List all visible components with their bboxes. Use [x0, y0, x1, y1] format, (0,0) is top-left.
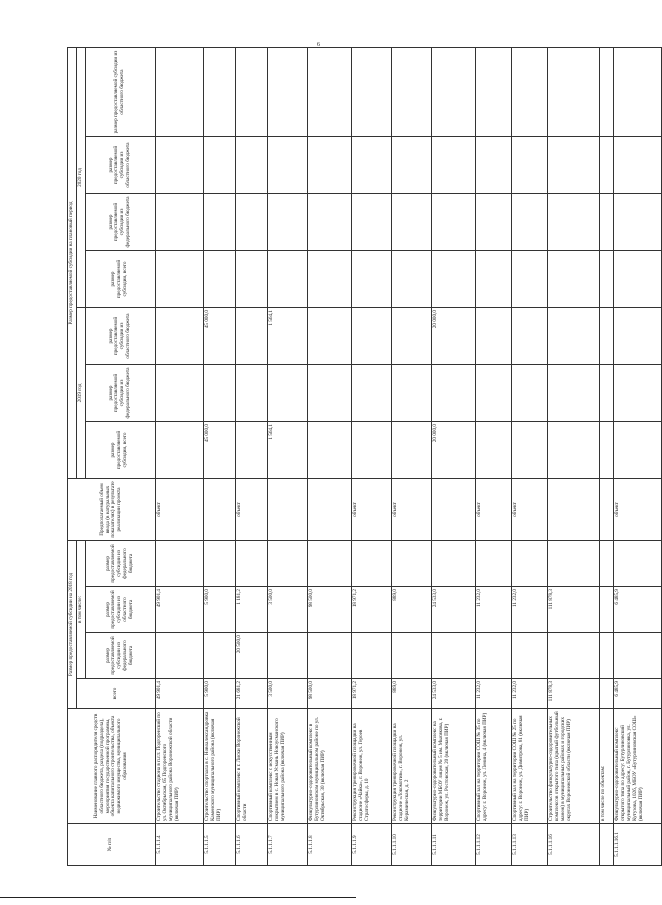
row-2020-obl: [267, 137, 307, 194]
header-2020-total: размер предоставляемой субсидии, всего: [85, 251, 155, 308]
row-capacity: [307, 479, 351, 541]
row-mun: [203, 541, 235, 587]
row-2020-fed: [307, 194, 351, 251]
row-fed: [547, 633, 599, 679]
row-2020-total: [307, 251, 351, 308]
row-fed: [599, 633, 613, 679]
row-2019-obl: [547, 308, 599, 365]
row-2020-total: [351, 251, 391, 308]
row-fed: 20 500,0: [235, 633, 267, 679]
row-2019-fed: [351, 365, 391, 422]
header-incl: в том числе:: [76, 541, 85, 679]
row-total: 98 500,0: [307, 679, 351, 709]
row-2019-fed: [155, 365, 203, 422]
row-2019-total: [391, 422, 431, 479]
row-name: Спортивный комплекс с искусственным покрытием в с. Новая Усмань Новоусманского муниципального района (включая ПИР): [267, 709, 307, 824]
header-obl: размер предоставляемой субсидии из областного бюджета: [85, 587, 155, 633]
row-2020-fed: [613, 194, 661, 251]
row-2020-extra: [155, 48, 203, 137]
row-total: 49 901,4: [155, 679, 203, 709]
row-2019-obl: [307, 308, 351, 365]
row-mun: [431, 541, 475, 587]
row-2019-total: [511, 422, 547, 479]
row-2020-total: [475, 251, 511, 308]
row-capacity: [203, 479, 235, 541]
row-name: Строительство стадиона в п.г.т. Подгоренский по ул. Октябрьская, 65 Подгоренского муниципального района Воронежской области (включая ПИР): [155, 709, 203, 824]
table-row: [267, 48, 307, 866]
row-2019-obl: [351, 308, 391, 365]
row-2019-total: 20 000,0: [431, 422, 475, 479]
row-total: 18 971,2: [351, 679, 391, 709]
table-row: [599, 48, 613, 866]
row-2020-extra: [599, 48, 613, 137]
row-2020-extra: [307, 48, 351, 137]
row-capacity: [267, 479, 307, 541]
row-fed: [267, 633, 307, 679]
row-2020-obl: [547, 137, 599, 194]
row-2020-total: [391, 251, 431, 308]
table-row: [351, 48, 391, 866]
row-2020-extra: [613, 48, 661, 137]
row-2019-obl: [391, 308, 431, 365]
row-2020-fed: [155, 194, 203, 251]
row-2020-obl: [511, 137, 547, 194]
row-obl: [599, 587, 613, 633]
row-2020-obl: [155, 137, 203, 194]
page-mark: 6: [317, 42, 320, 48]
row-2019-fed: [599, 365, 613, 422]
row-2019-fed: [475, 365, 511, 422]
row-code: 5.1.1.1.4: [155, 824, 203, 866]
row-2019-total: 1 564,1: [267, 422, 307, 479]
row-2020-total: [267, 251, 307, 308]
row-2020-total: [155, 251, 203, 308]
row-code: 5.1.1.1.6: [235, 824, 267, 866]
header-no: № п/п: [68, 824, 156, 866]
row-2020-extra: [547, 48, 599, 137]
row-fed: [391, 633, 431, 679]
row-code: 5.1.1.1.10: [391, 824, 431, 866]
row-2020-fed: [547, 194, 599, 251]
row-total: [599, 679, 613, 709]
row-total: 111 878,3: [547, 679, 599, 709]
row-2020-obl: [351, 137, 391, 194]
row-obl: 18 971,2: [351, 587, 391, 633]
row-mun: [599, 541, 613, 587]
row-name: Спортивный зал на территории СОШ № 25 по адресу: г. Воронеж, ул. Димитрова, 81 (включая ПИР): [511, 709, 547, 824]
header-2019: 2019 год: [76, 308, 85, 479]
table-row: [475, 48, 511, 866]
row-mun: [267, 541, 307, 587]
row-2019-fed: [547, 365, 599, 422]
row-fed: [351, 633, 391, 679]
row-obl: 98 500,0: [307, 587, 351, 633]
table-row: [391, 48, 431, 866]
row-code: 5.1.1.1.5: [203, 824, 235, 866]
row-name: Спортивный зал на территории СОШ № 35 по адресу: г. Воронеж, ул. Ленина, 4 (включая ПИР): [475, 709, 511, 824]
row-obl: 5 900,0: [203, 587, 235, 633]
row-code: 5.1.1.1.12: [475, 824, 511, 866]
row-obl: 11 232,0: [511, 587, 547, 633]
header-2020-extra: размер предоставляемой субсидии из областного бюджета: [85, 48, 155, 137]
row-total: 889,0: [391, 679, 431, 709]
row-fed: [307, 633, 351, 679]
header-capacity: Предполагаемый объем ввода (в натуральных показателях) в результате реализации проекта: [68, 479, 156, 541]
bottom-rule: [0, 897, 356, 898]
row-2020-extra: [431, 48, 475, 137]
row-capacity: [599, 479, 613, 541]
row-obl: 24 533,0: [431, 587, 475, 633]
row-2020-extra: [267, 48, 307, 137]
row-capacity: объект: [391, 479, 431, 541]
table-body: [155, 48, 661, 866]
row-2020-fed: [235, 194, 267, 251]
row-2019-fed: [391, 365, 431, 422]
row-2019-obl: [613, 308, 661, 365]
row-name: Физкультурно-оздоровительный комплекс открытого типа по адресу: Бутурлиновский муниципальный район, г. Бутурлиновка, ул. Кутузова, 102б, МБОУ «Бутурлиновская СОШ» (включая ПИР): [613, 709, 661, 824]
header-fed: размер предоставляемой субсидии из федерального бюджета: [85, 633, 155, 679]
row-name: Физкультурно-оздоровительный комплекс в Бутурлиновском муниципальном районе по ул. Октябрьская, 30 (включая ПИР): [307, 709, 351, 824]
row-name: Физкультурно-оздоровительный комплекс на территории МБОУ лицея № 5 им. Мысякова, г. Воронеж, ул. Ростовская, 20 (включая ПИР): [431, 709, 475, 824]
table-row: [307, 48, 351, 866]
row-mun: [475, 541, 511, 587]
row-name: в том числе по объектам:: [599, 709, 613, 824]
row-name: Реконструкция тренировочной площадки на стадионе «Чайка», г. Воронеж, ул. Героев Стратосферы, д. 10: [351, 709, 391, 824]
row-2020-fed: [267, 194, 307, 251]
row-2020-obl: [235, 137, 267, 194]
header-name: Наименование главного распорядителя средств областного бюджета, раздела (подраздела), мероприятия государственной программы, объекта капитального строительства, объекта недвижимого имущества, муниципального образования: [68, 709, 156, 824]
row-total: 24 533,0: [431, 679, 475, 709]
row-mun: [235, 541, 267, 587]
row-total: 6 485,9: [613, 679, 661, 709]
rotated-table-area: [67, 48, 644, 866]
row-capacity: объект: [351, 479, 391, 541]
row-2019-obl: [599, 308, 613, 365]
row-code: 5.1.1.1.8: [307, 824, 351, 866]
row-name: Строительство физкультурно-оздоровительных комплексов открытого типа (крытый футбольный манеж) в муниципальных районах и городских округах Воронежской области (включая ПИР): [547, 709, 599, 824]
row-code: 5.1.1.1.9: [351, 824, 391, 866]
row-2020-extra: [475, 48, 511, 137]
row-2019-fed: [511, 365, 547, 422]
row-2019-total: 45 000,0: [203, 422, 235, 479]
row-fed: [475, 633, 511, 679]
row-name: Спортивный комплекс в г. Лиски Воронежской области: [235, 709, 267, 824]
row-2020-obl: [475, 137, 511, 194]
row-2020-total: [613, 251, 661, 308]
table-row: [431, 48, 475, 866]
header-2020: 2020 год: [76, 48, 85, 308]
header-2019-obl: размер предоставляемой субсидии из областного бюджета: [85, 308, 155, 365]
row-2019-total: [599, 422, 613, 479]
row-fed: [613, 633, 661, 679]
row-2019-fed: [431, 365, 475, 422]
row-2020-fed: [599, 194, 613, 251]
row-obl: 49 901,4: [155, 587, 203, 633]
row-2020-fed: [203, 194, 235, 251]
row-2019-total: [155, 422, 203, 479]
row-2019-obl: 45 000,0: [203, 308, 235, 365]
header-total: всего: [76, 679, 155, 709]
header-2018-group: Размер предоставляемой субсидии на 2018 год: [68, 541, 77, 709]
row-2020-total: [511, 251, 547, 308]
row-obl: 111 878,3: [547, 587, 599, 633]
row-total: 3 500,0: [267, 679, 307, 709]
row-obl: 889,0: [391, 587, 431, 633]
row-2020-fed: [511, 194, 547, 251]
row-2020-obl: [203, 137, 235, 194]
row-2020-obl: [431, 137, 475, 194]
row-2019-total: [613, 422, 661, 479]
row-2020-obl: [613, 137, 661, 194]
subsidy-table: [67, 47, 662, 866]
header-2020-obl: размер предоставляемой субсидии из областного бюджета: [85, 137, 155, 194]
row-2020-extra: [203, 48, 235, 137]
row-code: 5.1.1.1.13: [511, 824, 547, 866]
row-total: 21 681,2: [235, 679, 267, 709]
row-2020-extra: [511, 48, 547, 137]
row-mun: [547, 541, 599, 587]
row-2019-total: [547, 422, 599, 479]
row-2020-fed: [351, 194, 391, 251]
header-2020-fed: размер предоставляемой субсидии из федерального бюджета: [85, 194, 155, 251]
row-2020-fed: [475, 194, 511, 251]
landscape-page: [67, 48, 644, 866]
row-fed: [511, 633, 547, 679]
row-obl: 11 232,0: [475, 587, 511, 633]
header-mun: размер предоставляемой субсидии из федерального бюджета: [85, 541, 155, 587]
row-2020-obl: [307, 137, 351, 194]
row-2019-fed: [307, 365, 351, 422]
row-obl: 1 181,2: [235, 587, 267, 633]
row-fed: [203, 633, 235, 679]
header-2019-fed: размер предоставляемой субсидии из федерального бюджета: [85, 365, 155, 422]
row-total: 11 232,0: [511, 679, 547, 709]
row-2019-fed: [613, 365, 661, 422]
table-row: [613, 48, 661, 866]
row-2020-total: [547, 251, 599, 308]
row-code: [599, 824, 613, 866]
header-2019-total: размер предоставляемой субсидии, всего: [85, 422, 155, 479]
row-mun: [351, 541, 391, 587]
row-capacity: [547, 479, 599, 541]
row-total: 11 232,0: [475, 679, 511, 709]
row-mun: [307, 541, 351, 587]
row-fed: [155, 633, 203, 679]
row-name: Строительство спортзала в с. Новоалександровка Каменского муниципального района (включая ПИР): [203, 709, 235, 824]
row-2019-obl: [511, 308, 547, 365]
row-2019-obl: 1 564,1: [267, 308, 307, 365]
row-2019-obl: [475, 308, 511, 365]
row-2020-total: [203, 251, 235, 308]
row-capacity: объект: [475, 479, 511, 541]
row-2019-total: [475, 422, 511, 479]
row-2020-total: [431, 251, 475, 308]
row-2019-fed: [203, 365, 235, 422]
row-code: 5.1.1.1.16: [547, 824, 599, 866]
row-obl: 3 500,0: [267, 587, 307, 633]
row-capacity: [431, 479, 475, 541]
row-mun: [511, 541, 547, 587]
row-mun: [155, 541, 203, 587]
table-row: [155, 48, 203, 866]
table-row: [203, 48, 235, 866]
row-capacity: объект: [155, 479, 203, 541]
row-capacity: объект: [613, 479, 661, 541]
row-2020-total: [235, 251, 267, 308]
row-2019-obl: 20 000,0: [431, 308, 475, 365]
row-code: 5.1.1.1.11: [431, 824, 475, 866]
row-2020-extra: [351, 48, 391, 137]
row-2020-total: [599, 251, 613, 308]
row-2019-obl: [235, 308, 267, 365]
table-row: [235, 48, 267, 866]
row-2019-fed: [267, 365, 307, 422]
row-capacity: объект: [235, 479, 267, 541]
table-row: [511, 48, 547, 866]
row-2019-total: [307, 422, 351, 479]
row-mun: [613, 541, 661, 587]
row-2019-obl: [155, 308, 203, 365]
row-2020-obl: [391, 137, 431, 194]
row-obl: 6 485,9: [613, 587, 661, 633]
row-2020-fed: [431, 194, 475, 251]
row-2019-total: [235, 422, 267, 479]
row-fed: [431, 633, 475, 679]
row-2020-extra: [391, 48, 431, 137]
row-2020-extra: [235, 48, 267, 137]
row-total: 5 900,0: [203, 679, 235, 709]
row-2020-obl: [599, 137, 613, 194]
row-mun: [391, 541, 431, 587]
row-name: Реконструкция тренировочной площадки на стадионе «Локомотив», г. Воронеж, ул. Керамическая, д. 2: [391, 709, 431, 824]
row-2019-fed: [235, 365, 267, 422]
row-code: 5.1.1.1.16.1: [613, 824, 661, 866]
row-code: 5.1.1.1.7: [267, 824, 307, 866]
table-row: [547, 48, 599, 866]
header-plan-group: Размер предоставляемой субсидии на плановый период: [68, 48, 77, 479]
row-2020-fed: [391, 194, 431, 251]
row-capacity: объект: [511, 479, 547, 541]
row-2019-total: [351, 422, 391, 479]
